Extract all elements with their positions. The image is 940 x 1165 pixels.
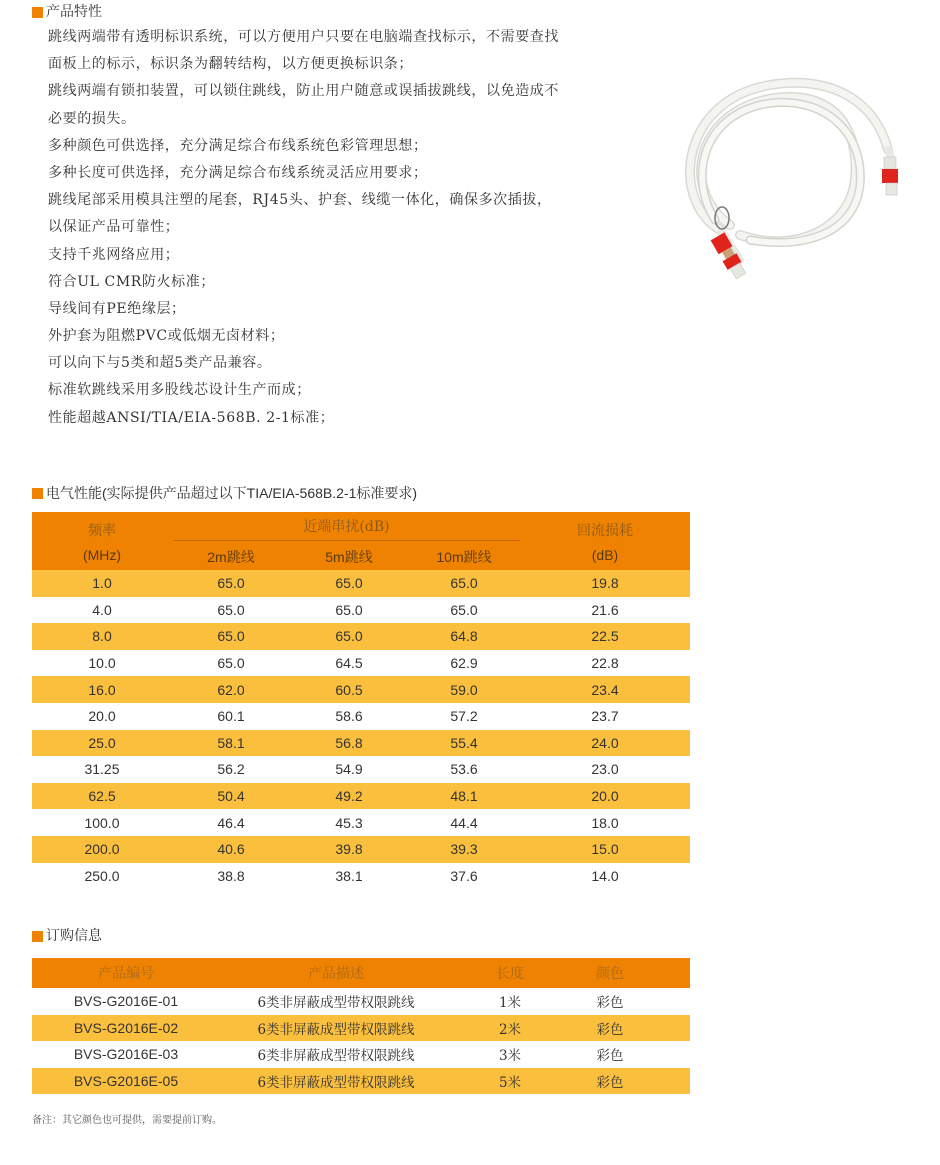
cell-return-loss: 24.0 [591, 734, 619, 751]
features-section-title [32, 5, 102, 19]
feature-line: 跳线两端带有透明标识系统，可以方便用户只要在电脑端查找标示，不需要查找 [48, 29, 559, 45]
cell-product-description: 6类非屏蔽成型带权限跳线 [257, 1021, 415, 1038]
cell-5m: 39.8 [335, 841, 363, 858]
cell-color: 彩色 [596, 1048, 624, 1065]
table-row [32, 703, 690, 730]
cell-5m: 38.1 [335, 867, 363, 884]
feature-line: 必要的损失。 [48, 110, 136, 127]
patch-cable-icon [660, 60, 930, 285]
feature-line: 面板上的标示，标识条为翻转结构，以方便更换标识条； [48, 56, 413, 73]
cell-10m: 55.4 [450, 734, 478, 751]
cell-return-loss: 15.0 [591, 841, 619, 858]
table-row [32, 809, 690, 836]
header-length: 长度 [496, 966, 524, 982]
ordering-section-title [32, 929, 102, 943]
footnote: 备注：其它颜色也可提供，需要提前订购。 [32, 1115, 222, 1126]
cell-product-description: 6类非屏蔽成型带权限跳线 [257, 1074, 415, 1091]
cell-return-loss: 18.0 [591, 814, 619, 831]
cell-2m: 56.2 [217, 761, 245, 778]
cell-length: 3米 [498, 1048, 522, 1065]
cell-frequency: 16.0 [88, 681, 116, 698]
features-list [48, 24, 618, 432]
cell-return-loss: 22.8 [591, 655, 619, 672]
cell-10m: 64.8 [450, 628, 478, 645]
cell-frequency: 4.0 [92, 601, 112, 618]
features-title-text: 产品特性 [46, 4, 102, 20]
header-product-description: 产品描述 [308, 966, 364, 982]
cell-10m: 57.2 [450, 708, 478, 725]
header-next: 近端串扰(dB) [303, 519, 390, 535]
cell-frequency: 62.5 [88, 788, 116, 805]
section-bullet-icon [32, 7, 43, 18]
header-return-loss: 回流损耗 [577, 523, 633, 539]
section-bullet-icon [32, 931, 43, 942]
cell-10m: 48.1 [450, 788, 478, 805]
cell-2m: 60.1 [217, 708, 245, 725]
ordering-title-text: 订购信息 [46, 928, 102, 944]
cell-10m: 53.6 [450, 761, 478, 778]
cell-return-loss: 14.0 [591, 867, 619, 884]
cell-10m: 65.0 [450, 575, 478, 592]
cell-2m: 62.0 [217, 681, 245, 698]
cell-product-description: 6类非屏蔽成型带权限跳线 [257, 1048, 415, 1065]
cell-return-loss: 23.7 [591, 708, 619, 725]
cell-2m: 38.8 [217, 867, 245, 884]
table-row [32, 597, 690, 624]
header-frequency-unit: (MHz) [82, 547, 122, 563]
cell-product-code: BVS-G2016E-02 [73, 1019, 179, 1036]
table-row [32, 1041, 690, 1068]
header-color: 颜色 [596, 966, 624, 982]
header-10m: 10m跳线 [436, 549, 492, 565]
feature-line: 符合UL CMR防火标准； [48, 273, 215, 290]
cell-10m: 62.9 [450, 655, 478, 672]
cell-5m: 65.0 [335, 575, 363, 592]
cell-product-code: BVS-G2016E-03 [73, 1046, 179, 1063]
feature-line: 跳线尾部采用模具注塑的尾套，RJ45头、护套、线缆一体化，确保多次插拔， [48, 192, 552, 209]
cell-product-code: BVS-G2016E-05 [73, 1072, 179, 1089]
cell-5m: 65.0 [335, 628, 363, 645]
cell-5m: 58.6 [335, 708, 363, 725]
feature-line: 可以向下与5类和超5类产品兼容。 [48, 355, 272, 372]
cell-return-loss: 20.0 [591, 788, 619, 805]
feature-line: 性能超越ANSI/TIA/EIA-568B. 2-1标准； [48, 409, 335, 426]
cell-color: 彩色 [596, 995, 624, 1012]
table-row [32, 756, 690, 783]
ordering-table [32, 958, 690, 1094]
cell-5m: 64.5 [335, 655, 363, 672]
cell-2m: 65.0 [217, 655, 245, 672]
table-row [32, 1015, 690, 1042]
header-return-loss-unit: (dB) [591, 547, 619, 563]
table-row [32, 988, 690, 1015]
cell-10m: 44.4 [450, 814, 478, 831]
cell-5m: 60.5 [335, 681, 363, 698]
feature-line: 标准软跳线采用多股线芯设计生产而成； [48, 382, 311, 399]
feature-line: 多种长度可供选择，充分满足综合布线系统灵活应用要求； [48, 164, 428, 181]
cell-5m: 56.8 [335, 734, 363, 751]
table-row [32, 863, 690, 890]
feature-line: 跳线两端有锁扣装置，可以锁住跳线，防止用户随意或误插拔跳线，以免造成不 [48, 83, 559, 100]
cell-product-description: 6类非屏蔽成型带权限跳线 [257, 995, 415, 1012]
feature-line: 导线间有PE绝缘层； [48, 300, 186, 317]
cell-2m: 46.4 [217, 814, 245, 831]
cell-color: 彩色 [596, 1074, 624, 1091]
header-divider [173, 540, 520, 541]
section-bullet-icon [32, 488, 43, 499]
feature-line: 支持千兆网络应用； [48, 246, 180, 263]
header-product-code: 产品编号 [98, 966, 154, 982]
cell-return-loss: 19.8 [591, 575, 619, 592]
cell-2m: 65.0 [217, 601, 245, 618]
cell-2m: 65.0 [217, 628, 245, 645]
cell-2m: 65.0 [217, 575, 245, 592]
cell-length: 1米 [498, 995, 522, 1012]
table-row [32, 836, 690, 863]
table-row [32, 676, 690, 703]
header-2m: 2m跳线 [207, 549, 255, 565]
cell-frequency: 1.0 [92, 575, 112, 592]
table-header [32, 512, 690, 570]
cell-10m: 65.0 [450, 601, 478, 618]
cell-return-loss: 22.5 [591, 628, 619, 645]
table-header [32, 958, 690, 988]
cell-10m: 37.6 [450, 867, 478, 884]
header-frequency: 频率 [88, 523, 116, 539]
feature-line: 以保证产品可靠性； [48, 219, 180, 236]
cell-frequency: 200.0 [84, 841, 120, 858]
electrical-title-text: 电气性能(实际提供产品超过以下TIA/EIA-568B.2-1标准要求) [46, 485, 418, 501]
cell-5m: 65.0 [335, 601, 363, 618]
cell-frequency: 250.0 [84, 867, 120, 884]
cell-2m: 50.4 [217, 788, 245, 805]
cell-product-code: BVS-G2016E-01 [73, 993, 179, 1010]
cell-10m: 39.3 [450, 841, 478, 858]
cell-frequency: 10.0 [88, 655, 116, 672]
cell-frequency: 25.0 [88, 734, 116, 751]
electrical-performance-table [32, 512, 690, 889]
cell-frequency: 20.0 [88, 708, 116, 725]
cell-10m: 59.0 [450, 681, 478, 698]
cell-length: 5米 [498, 1074, 522, 1091]
table-row [32, 783, 690, 810]
cell-5m: 49.2 [335, 788, 363, 805]
cell-length: 2米 [498, 1021, 522, 1038]
table-row [32, 623, 690, 650]
product-image-patch-cable [660, 60, 930, 285]
feature-line: 外护套为阻燃PVC或低烟无卤材料； [48, 328, 285, 345]
table-row [32, 730, 690, 757]
cell-frequency: 100.0 [84, 814, 120, 831]
cell-2m: 58.1 [217, 734, 245, 751]
cell-2m: 40.6 [217, 841, 245, 858]
cell-frequency: 8.0 [92, 628, 112, 645]
table-row [32, 570, 690, 597]
cell-return-loss: 21.6 [591, 601, 619, 618]
table-row [32, 650, 690, 677]
cell-return-loss: 23.0 [591, 761, 619, 778]
cell-color: 彩色 [596, 1021, 624, 1038]
cell-5m: 45.3 [335, 814, 363, 831]
cell-5m: 54.9 [335, 761, 363, 778]
header-5m: 5m跳线 [325, 549, 373, 565]
feature-line: 多种颜色可供选择，充分满足综合布线系统色彩管理思想； [48, 137, 428, 154]
cell-return-loss: 23.4 [591, 681, 619, 698]
electrical-section-title [32, 486, 417, 500]
cell-frequency: 31.25 [84, 761, 120, 778]
table-row [32, 1068, 690, 1095]
